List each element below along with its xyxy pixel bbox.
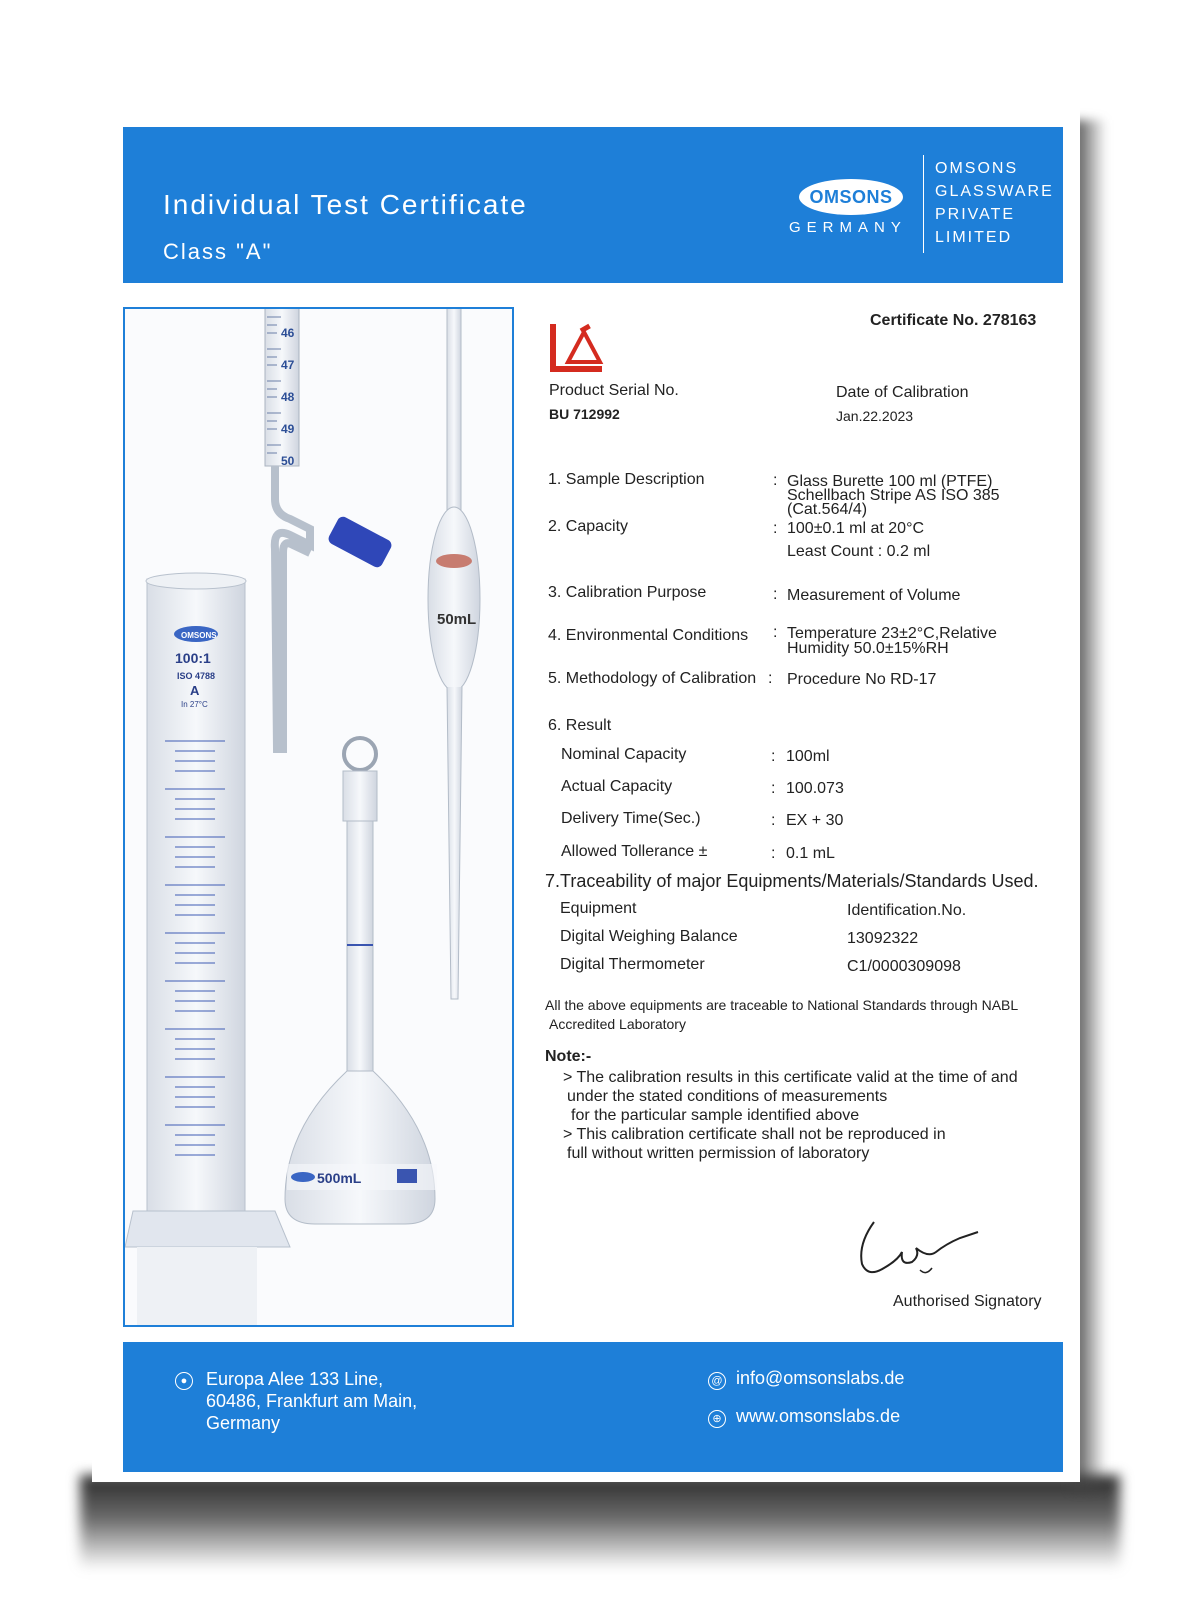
result-colon: : <box>771 845 776 862</box>
omsons-logo: OMSONS <box>799 179 903 215</box>
address-line: Germany <box>206 1413 281 1433</box>
serial-label: Product Serial No. <box>549 382 679 399</box>
burette-mark: 50 <box>281 454 295 468</box>
note-line: > The calibration results in this certificate valid at the time of and <box>563 1069 1018 1086</box>
result-label: Delivery Time(Sec.) <box>561 810 701 827</box>
note-line: > This calibration certificate shall not be reproduced in <box>563 1126 946 1143</box>
detail-value-line: 100±0.1 ml at 20°C <box>787 520 925 537</box>
result-heading: 6. Result <box>548 717 612 734</box>
equipment-id: 13092322 <box>847 930 919 947</box>
traceability-statement: Accredited Laboratory <box>549 1016 686 1032</box>
note-line: for the particular sample identified above <box>571 1107 860 1124</box>
detail-label: 4. Environmental Conditions <box>548 627 749 644</box>
detail-label: 2. Capacity <box>548 518 629 535</box>
company-line: LIMITED <box>935 229 1013 246</box>
date-value: Jan.22.2023 <box>836 408 914 424</box>
detail-colon: : <box>773 472 778 489</box>
page-shadow <box>80 1475 1120 1570</box>
detail-value-line: Temperature 23±2°C,Relative <box>787 625 997 642</box>
detail-value-line: Procedure No RD-17 <box>787 671 937 688</box>
serial-value: BU 712992 <box>549 406 620 422</box>
measuring-cylinder-icon <box>125 573 290 1325</box>
traceability-statement: All the above equipments are traceable to National Standards through NABL <box>545 997 1019 1013</box>
result-value: EX + 30 <box>786 812 844 829</box>
burette-mark: 48 <box>281 390 295 404</box>
company-line: GLASSWARE <box>935 183 1054 200</box>
result-colon: : <box>771 780 776 797</box>
result-value: 100.073 <box>786 780 844 797</box>
detail-value-line: Least Count : 0.2 ml <box>787 543 931 560</box>
address-line: Europa Alee 133 Line, <box>206 1369 384 1389</box>
globe-icon: ⊕ <box>708 1410 726 1428</box>
email-link[interactable]: info@omsonslabs.de <box>736 1368 905 1388</box>
result-colon: : <box>771 748 776 765</box>
detail-label: 3. Calibration Purpose <box>548 584 707 601</box>
product-photo <box>123 307 514 1327</box>
traceability-col-id: Identification.No. <box>847 902 967 919</box>
detail-colon: : <box>773 520 778 537</box>
cylinder-iso: ISO 4788 <box>177 671 216 681</box>
traceability-heading: 7.Traceability of major Equipments/Materials/Standards Used. <box>545 871 1039 891</box>
detail-value-line: Humidity 50.0±15%RH <box>787 640 949 657</box>
detail-colon: : <box>773 586 778 603</box>
detail-value-line: Measurement of Volume <box>787 587 961 604</box>
certificate-title: Individual Test Certificate <box>163 189 528 220</box>
header-banner <box>123 127 1063 283</box>
signature <box>850 1218 980 1284</box>
note-line: under the stated conditions of measurements <box>567 1088 888 1105</box>
detail-value-line: Glass Burette 100 ml (PTFE) <box>787 473 993 490</box>
company-line: OMSONS <box>935 160 1019 177</box>
detail-value <box>787 626 997 656</box>
cylinder-brand: OMSONS <box>181 631 217 640</box>
footer-banner <box>123 1342 1063 1472</box>
result-value: 0.1 mL <box>786 845 835 862</box>
cylinder-class: A <box>190 683 200 698</box>
equipment-id: C1/0000309098 <box>847 958 961 975</box>
result-value: 100ml <box>786 748 830 765</box>
detail-label: 5. Methodology of Calibration <box>548 670 757 687</box>
result-label: Actual Capacity <box>561 778 673 795</box>
detail-label: 1. Sample Description <box>548 471 705 488</box>
traceability-col-equipment: Equipment <box>560 900 637 917</box>
detail-value <box>787 475 1000 517</box>
burette-icon <box>265 309 394 749</box>
result-label: Allowed Tollerance ± <box>561 843 708 860</box>
flask-volume: 500mL <box>317 1170 362 1186</box>
email-icon: @ <box>708 1372 726 1390</box>
authorised-signatory: Authorised Signatory <box>893 1293 1042 1310</box>
detail-colon: : <box>773 624 778 641</box>
lab-logo-icon <box>546 322 608 374</box>
logo-divider <box>923 155 924 253</box>
date-label: Date of Calibration <box>836 384 969 401</box>
website-link[interactable]: www.omsonslabs.de <box>736 1406 901 1426</box>
burette-mark: 46 <box>281 326 295 340</box>
company-name <box>935 157 1054 249</box>
company-line: PRIVATE <box>935 206 1016 223</box>
detail-value-line: Schellbach Stripe AS ISO 385 <box>787 487 1000 504</box>
volumetric-flask-icon <box>285 738 437 1224</box>
detail-colon: : <box>768 670 773 687</box>
result-colon: : <box>771 812 776 829</box>
logo-germany: GERMANY <box>789 219 907 236</box>
note-heading: Note:- <box>545 1048 592 1065</box>
address-line: 60486, Frankfurt am Main, <box>206 1391 418 1411</box>
glassware-illustration <box>125 309 512 1325</box>
burette-mark: 49 <box>281 422 295 436</box>
note-line: full without written permission of laboratory <box>567 1145 870 1162</box>
equipment-name: Digital Weighing Balance <box>560 928 738 945</box>
result-label: Nominal Capacity <box>561 746 687 763</box>
pipette-icon <box>428 309 480 999</box>
equipment-name: Digital Thermometer <box>560 956 705 973</box>
burette-mark: 47 <box>281 358 295 372</box>
location-icon: ● <box>175 1372 193 1390</box>
detail-value-line: (Cat.564/4) <box>787 501 868 518</box>
cylinder-temp: In 27°C <box>181 700 208 709</box>
certificate-class: Class "A" <box>163 239 273 264</box>
certificate-number: Certificate No. 278163 <box>870 312 1037 329</box>
pipette-volume: 50mL <box>437 611 477 628</box>
cylinder-ratio: 100:1 <box>175 650 211 666</box>
